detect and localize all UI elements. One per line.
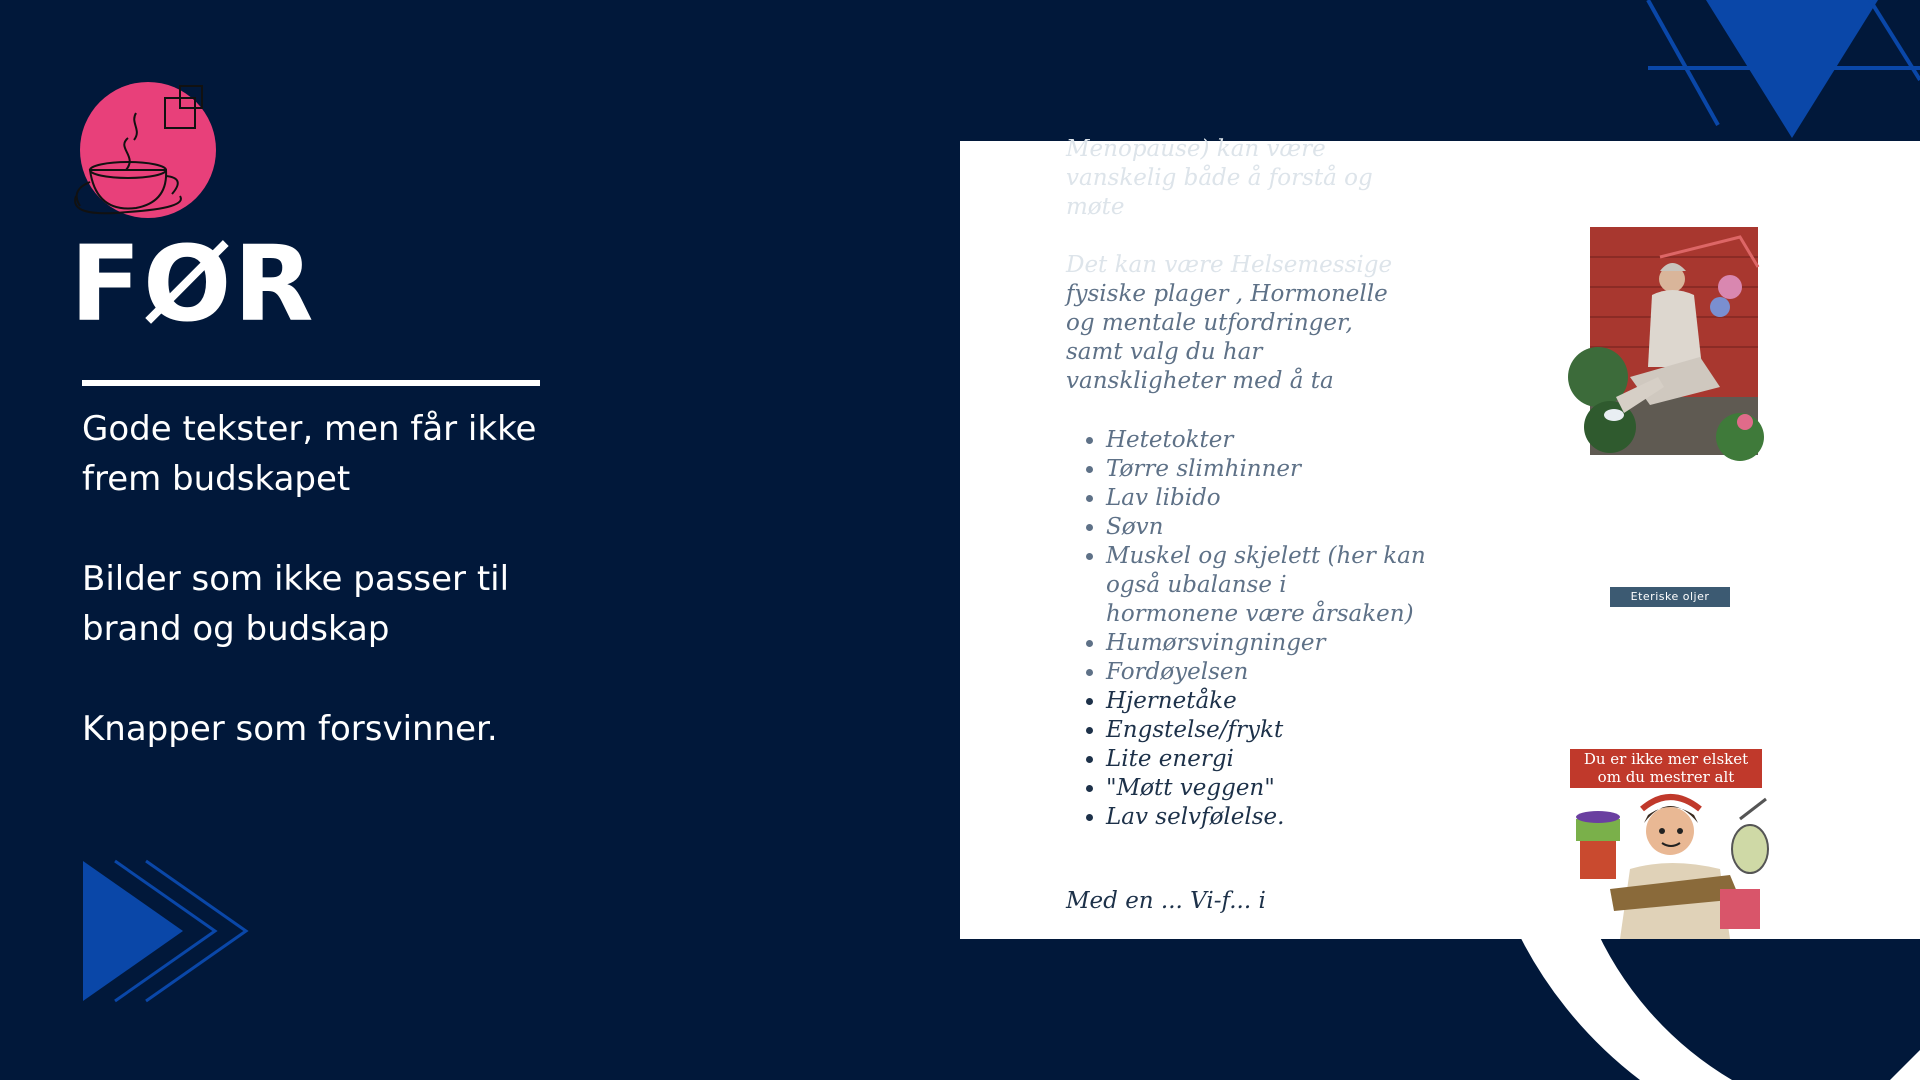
decorative-play-arrows — [80, 855, 255, 1005]
woman-photo-image — [1590, 227, 1758, 455]
article-text — [1066, 136, 1426, 832]
faded-intro-line: vanskelig både å forstå og — [1066, 165, 1373, 191]
paragraph-line: og mentale utfordringer, — [1066, 310, 1353, 336]
list-item: • Tørre slimhinner — [1106, 455, 1426, 484]
list-item: • Hetetokter — [1106, 426, 1426, 455]
slide-title: FØR — [70, 223, 316, 345]
list-item: • Muskel og skjelett (her kan også ubalanse i hormonene være årsaken) — [1106, 542, 1426, 629]
symptom-list — [1066, 426, 1426, 832]
paragraph-line: fysiske plager , Hormonelle — [1066, 281, 1388, 307]
woman-photo — [1590, 227, 1758, 455]
paragraph-line: samt valg du har — [1066, 339, 1263, 365]
illustration-image — [1570, 779, 1772, 939]
faded-intro — [1066, 135, 1426, 222]
point-images: Bilder som ikke passer til brand og budskap — [82, 559, 510, 649]
list-item: • Humørsvingninger — [1106, 629, 1426, 658]
paragraph-line: vanskligheter med å ta — [1066, 368, 1334, 394]
faded-intro-line: Menopause) kan være — [1066, 136, 1326, 162]
illustration-ad — [1570, 749, 1772, 939]
list-item: • Engstelse/frykt — [1106, 716, 1426, 745]
coffee-cup-icon — [68, 78, 228, 213]
list-item: • Lav selvfølelse. — [1106, 803, 1426, 832]
cut-off-text: Med en ... Vi-f... i — [1066, 888, 1266, 914]
faded-intro-line: møte — [1066, 194, 1125, 220]
website-screenshot — [960, 136, 1920, 939]
faded-line: Det kan være Helsemessige — [1066, 252, 1393, 278]
point-texts: Gode tekster, men får ikke frem budskapet — [82, 409, 537, 499]
title-divider — [82, 380, 540, 386]
list-item: • Søvn — [1106, 513, 1426, 542]
article-paragraph — [1066, 251, 1426, 396]
decorative-arc — [1500, 920, 1920, 1080]
list-item: • "Møtt veggen" — [1106, 774, 1426, 803]
ad-banner-text: Du er ikke mer elsket om du mestrer alt — [1570, 749, 1762, 788]
list-item: • Lav libido — [1106, 484, 1426, 513]
point-buttons: Knapper som forsvinner. — [82, 709, 498, 749]
essential-oils-button[interactable]: Eteriske oljer — [1610, 587, 1730, 607]
decorative-triangles-top — [1640, 0, 1920, 145]
list-item: • Hjernetåke — [1106, 687, 1426, 716]
list-item: • Lite energi — [1106, 745, 1426, 774]
list-item: • Fordøyelsen — [1106, 658, 1426, 687]
